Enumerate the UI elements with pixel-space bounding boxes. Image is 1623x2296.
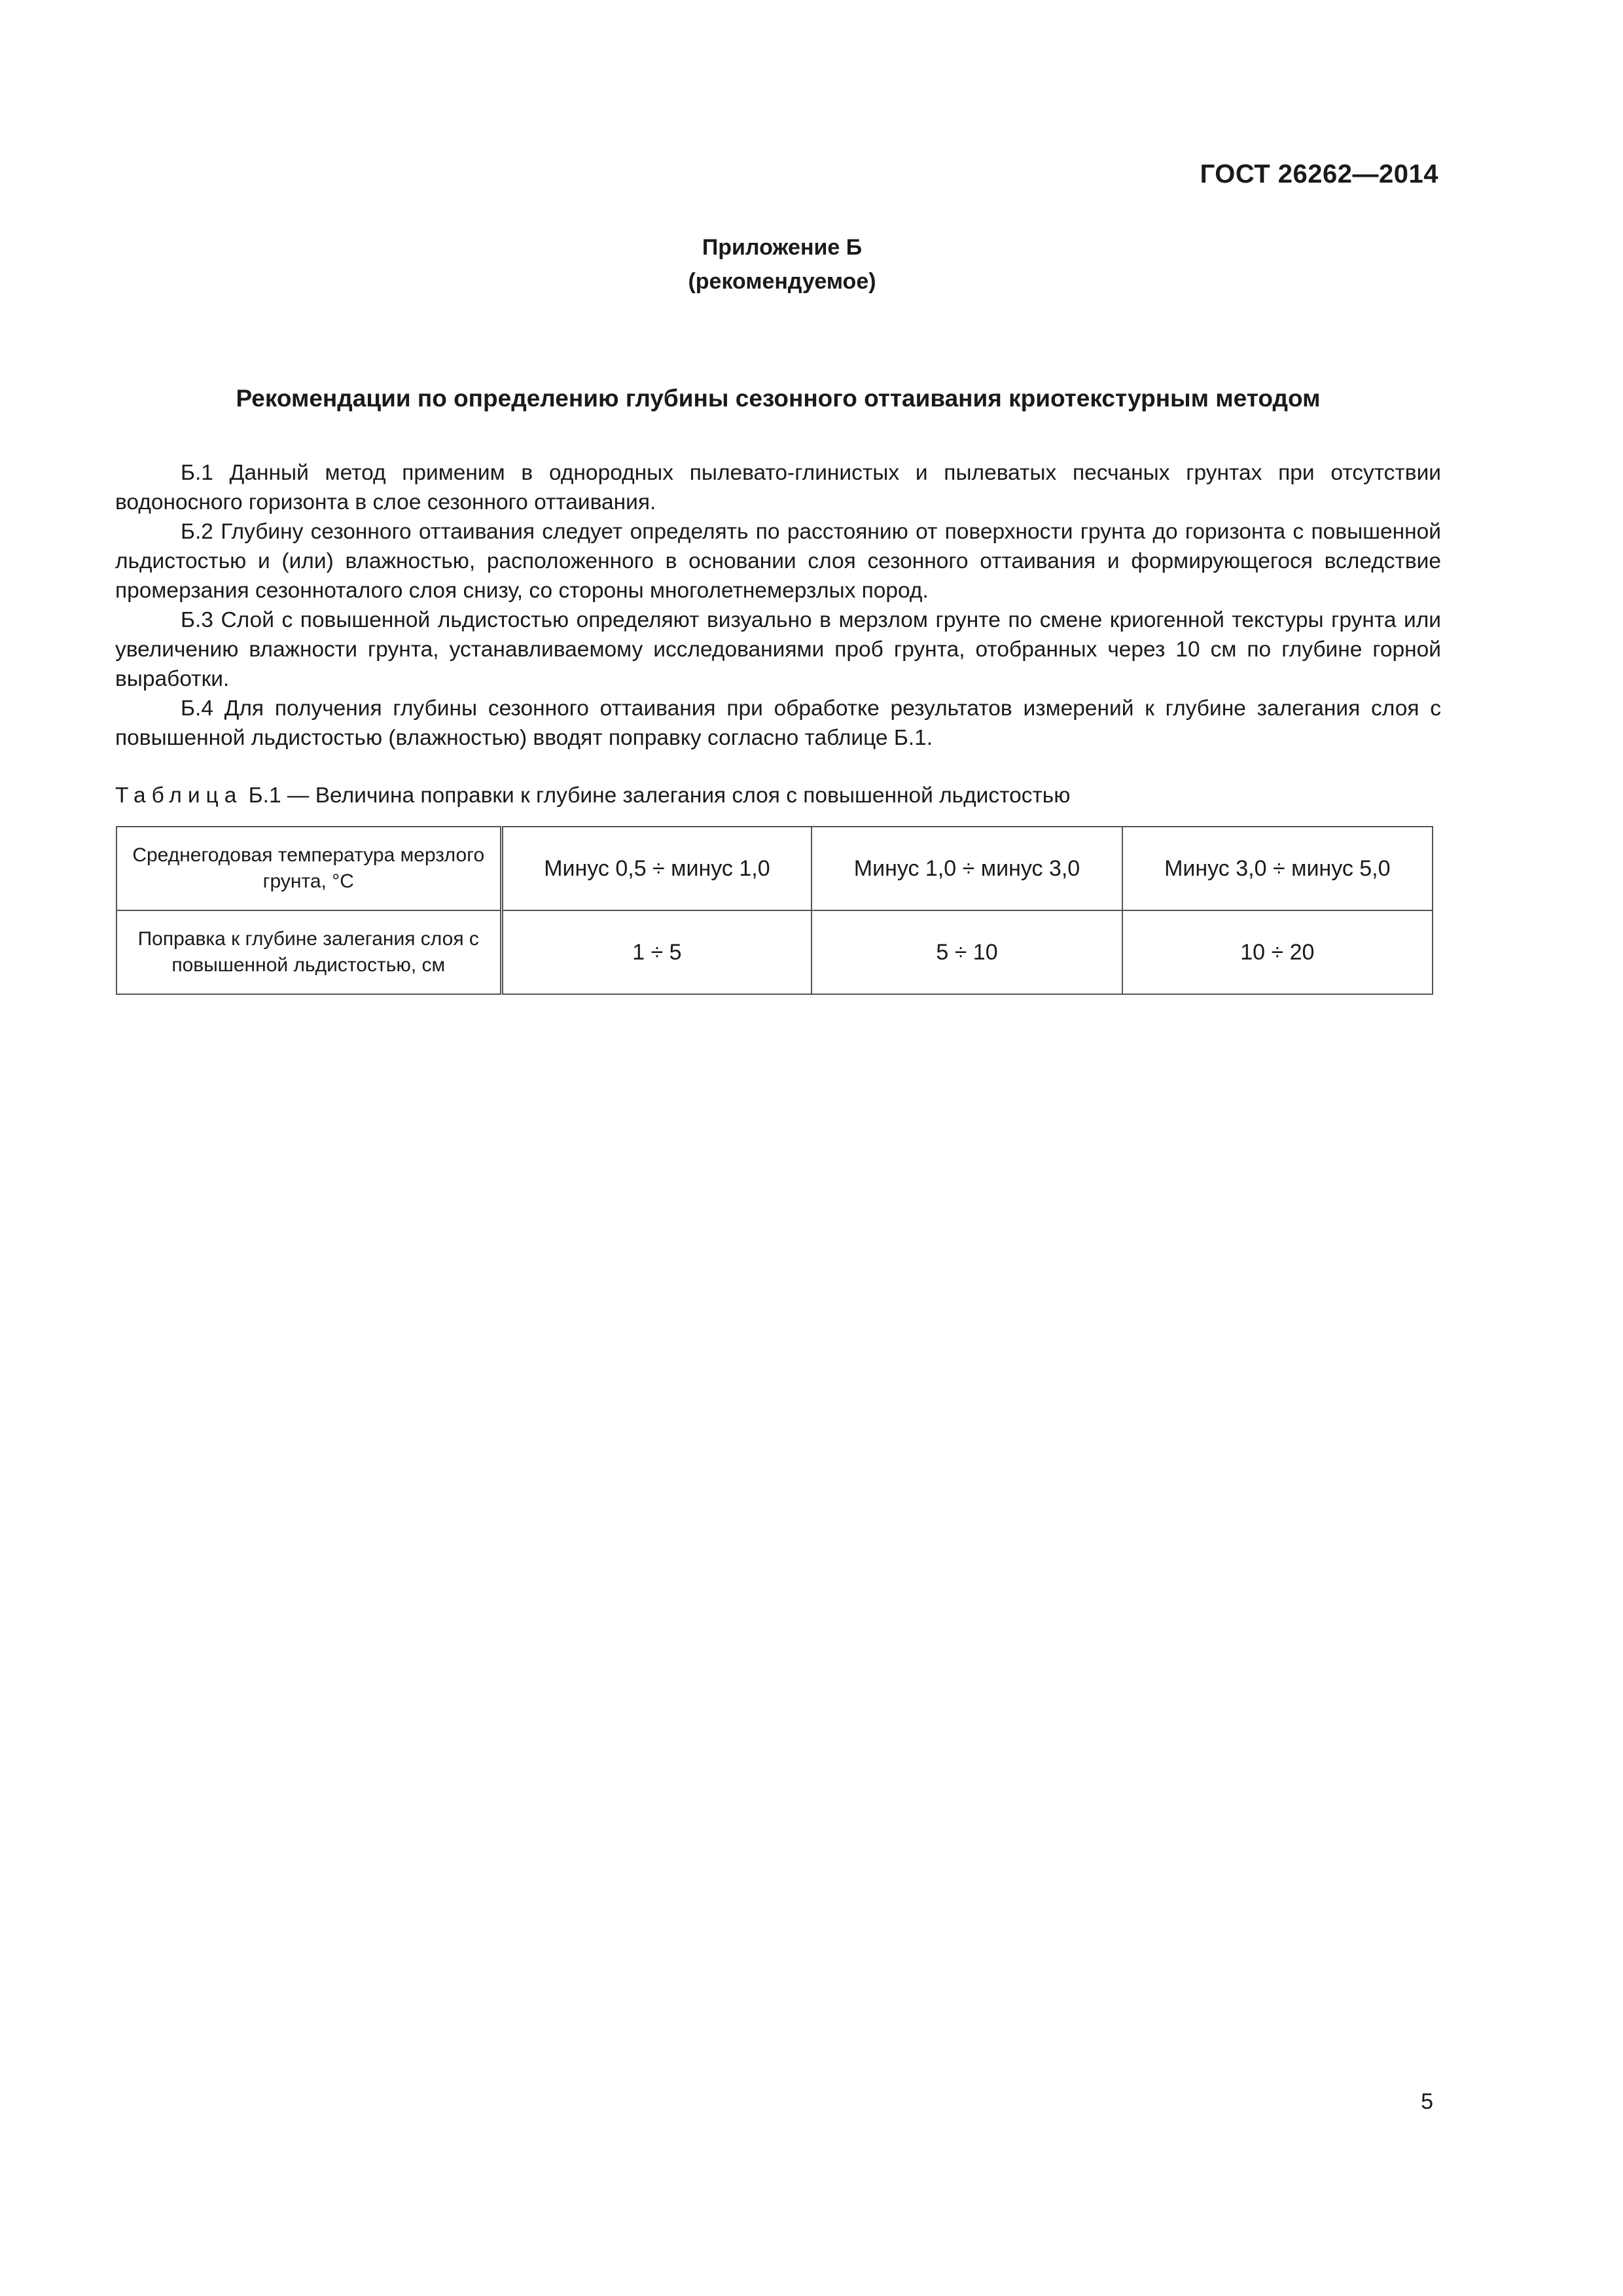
table-cell: 1 ÷ 5 <box>501 910 812 994</box>
page-number: 5 <box>1421 2089 1433 2114</box>
paragraph-b4: Б.4 Для получения глубины сезонного оттаивания при обработке результатов измерений к глубине залегания слоя с повышенной льдистостью (влажностью) вводят поправку согласно таблице Б.1. <box>115 696 1441 750</box>
paragraph-b2: Б.2 Глубину сезонного оттаивания следует определять по расстоянию от поверхности грунта до горизонта с повышенной льдистостью и (или) влажностью, расположенного в основании слоя сезонного оттаивания и формирующегося вследствие промерзания сезонноталого слоя снизу, со стороны многолетнемерзлых пород. <box>115 520 1441 603</box>
section-title: Рекомендации по определению глубины сезонного оттаивания криотекстурным методом <box>236 385 1321 412</box>
table-cell: 5 ÷ 10 <box>812 910 1122 994</box>
paragraph-b3: Б.3 Слой с повышенной льдистостью определяют визуально в мерзлом грунте по смене криогенной текстуры грунта или увеличению влажности грунта, устанавливаемому исследованиями проб грунта, отобранных через 10 см по глубине горной выработки. <box>115 608 1441 691</box>
correction-table <box>116 826 1433 995</box>
document-code: ГОСТ 26262—2014 <box>1200 160 1438 188</box>
paragraph-b1: Б.1 Данный метод применим в однородных пылевато-глинистых и пылеватых песчаных грунтах при отсутствии водоносного горизонта в слое сезонного оттаивания. <box>115 461 1441 514</box>
table-row-correction <box>116 910 1433 994</box>
table-cell: Минус 3,0 ÷ минус 5,0 <box>1122 827 1433 910</box>
table-cell: Минус 0,5 ÷ минус 1,0 <box>501 827 812 910</box>
row-header-temperature: Среднегодовая температура мерзлого грунта, °С <box>116 827 501 910</box>
row-header-correction: Поправка к глубине залегания слоя с повышенной льдистостью, см <box>116 910 501 994</box>
table-caption-label: Таблица <box>115 783 243 808</box>
table-row-temperature <box>116 827 1433 910</box>
appendix-status: (рекомендуемое) <box>688 269 876 294</box>
body-text <box>115 458 1441 753</box>
table-cell: Минус 1,0 ÷ минус 3,0 <box>812 827 1122 910</box>
table-cell: 10 ÷ 20 <box>1122 910 1433 994</box>
table-caption <box>115 783 1441 808</box>
appendix-title: Приложение Б <box>702 235 863 260</box>
table-caption-text: Б.1 — Величина поправки к глубине залегания слоя с повышенной льдистостью <box>242 783 1071 808</box>
appendix-heading <box>0 230 1564 298</box>
